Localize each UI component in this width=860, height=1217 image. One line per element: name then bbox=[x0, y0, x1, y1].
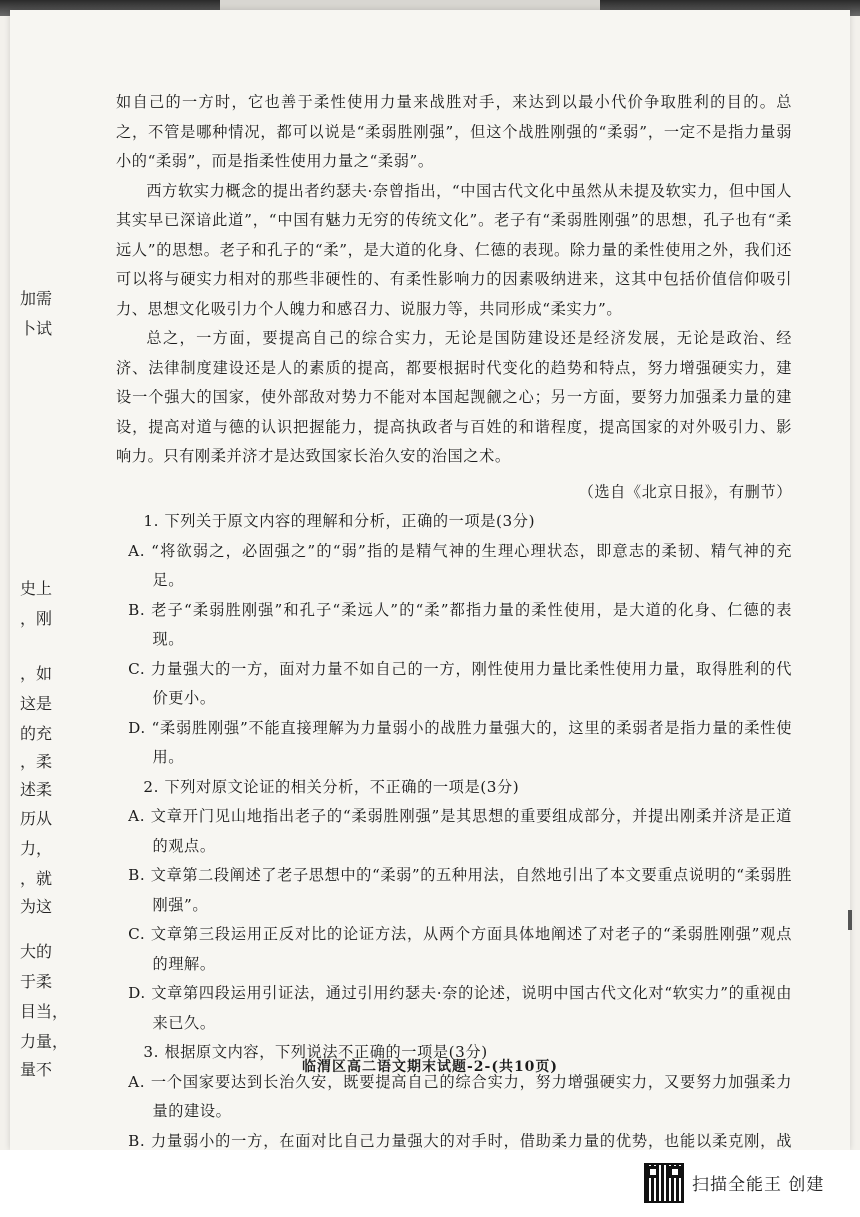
margin-fragment: 述柔 bbox=[20, 780, 53, 799]
answer-option: B. 文章第二段阐述了老子思想中的“柔弱”的五种用法，自然地引出了本文要重点说明的“柔弱胜刚强”。 bbox=[128, 866, 792, 914]
margin-fragment: 力量， bbox=[20, 1032, 69, 1051]
paragraph: 总之，一方面，要提高自己的综合实力，无论是国防建设还是经济发展，无论是政治、经济、法律制度建设还是人的素质的提高，都要根据时代变化的趋势和特点，努力增强硬实力，建设一个强大的国家，使外部敌对势力不能对本国起觊觎之心；另一方面，要努力加强柔力量的建设，提高对道与德的认识把握能力，提高执政者与百姓的和谐程度，提高国家的对外吸引力、影响力。只有刚柔并济才是达致国家长治久安的治国之术。 bbox=[116, 329, 792, 465]
article-body bbox=[116, 88, 792, 1186]
margin-fragment: 力， bbox=[20, 839, 53, 858]
margin-fragment: 加需 bbox=[20, 289, 53, 308]
answer-option: A. “将欲弱之，必固强之”的“弱”指的是精气神的生理心理状态，即意志的柔韧、精气神的充足。 bbox=[128, 541, 792, 589]
answer-option: A. 文章开门见山地指出老子的“柔弱胜刚强”是其思想的重要组成部分，并提出刚柔并济是正道的观点。 bbox=[128, 807, 792, 855]
answer-option: B. 力量弱小的一方，在面对比自己力量强大的对手时，借助柔力量的优势，也能以柔克刚，战 bbox=[128, 1131, 792, 1150]
margin-fragment: ，柔 bbox=[20, 752, 53, 771]
margin-fragment: 于柔 bbox=[20, 972, 53, 991]
answer-option: C. 文章第三段运用正反对比的论证方法，从两个方面具体地阐述了对老子的“柔弱胜刚强”观点的理解。 bbox=[128, 925, 792, 973]
answer-option: B. 老子“柔弱胜刚强”和孔子“柔远人”的“柔”都指力量的柔性使用，是大道的化身、仁德的表现。 bbox=[128, 600, 792, 648]
answer-option: A. 一个国家要达到长治久安，既要提高自己的综合实力，努力增强硬实力，又要努力加强柔力量的建设。 bbox=[128, 1072, 792, 1120]
answer-option: C. 力量强大的一方，面对力量不如自己的一方，刚性使用力量比柔性使用力量，取得胜利的代价更小。 bbox=[128, 659, 792, 707]
adjacent-page-edge bbox=[848, 910, 852, 930]
margin-fragment: 大的 bbox=[20, 942, 53, 961]
margin-fragment: 的充 bbox=[20, 724, 53, 743]
question-stem: 3. 根据原文内容，下列说法不正确的一项是(3分) bbox=[143, 1043, 488, 1061]
margin-fragment: 卜试 bbox=[20, 319, 53, 338]
margin-fragment: ，刚 bbox=[20, 609, 53, 628]
page-footer: 临渭区高二语文期末试题-2-(共10页) bbox=[301, 1059, 559, 1075]
margin-fragment: 为这 bbox=[20, 897, 53, 916]
answer-option: D. 文章第四段运用引证法，通过引用约瑟夫·奈的论述，说明中国古代文化对“软实力”的重视由来已久。 bbox=[128, 984, 792, 1032]
qr-code-icon bbox=[644, 1163, 684, 1203]
margin-fragment: ，就 bbox=[20, 869, 53, 888]
margin-fragment: 历从 bbox=[20, 809, 53, 828]
margin-fragment: 这是 bbox=[20, 694, 53, 713]
paragraph: 如自己的一方时，它也善于柔性使用力量来战胜对手，来达到以最小代价争取胜利的目的。总之，不管是哪种情况，都可以说是“柔弱胜刚强”，但这个战胜刚强的“柔弱”，一定不是指力量弱小的“柔弱”，而是指柔性使用力量之“柔弱”。 bbox=[116, 93, 792, 170]
margin-fragment: 目当， bbox=[20, 1002, 69, 1021]
question-stem: 2. 下列对原文论证的相关分析，不正确的一项是(3分) bbox=[143, 777, 520, 796]
margin-fragment: 史上 bbox=[20, 579, 53, 598]
paragraph: 西方软实力概念的提出者约瑟夫·奈曾指出，“中国古代文化中虽然从未提及软实力，但中国人其实早已深谙此道”，“中国有魅力无穷的传统文化”。老子有“柔弱胜刚强”的思想，孔子也有“柔远人”的思想。老子和孔子的“柔”，是大道的化身、仁德的表现。除力量的柔性使用之外，我们还可以将与硬实力相对的那些非硬性的、有柔性影响力的因素吸纳进来，这其中包括价值信仰吸引力、思想文化吸引力个人魄力和感召力、说服力等，共同形成“柔实力”。 bbox=[116, 181, 792, 318]
margin-fragment: 量不 bbox=[20, 1060, 53, 1079]
source-citation: （选自《北京日报》，有删节） bbox=[578, 482, 792, 501]
question-stem: 1. 下列关于原文内容的理解和分析，正确的一项是(3分) bbox=[143, 512, 536, 530]
scanner-watermark-label: 扫描全能王 创建 bbox=[692, 1175, 825, 1195]
margin-fragment: ，如 bbox=[20, 664, 53, 683]
document-page bbox=[10, 10, 850, 1150]
answer-option: D. “柔弱胜刚强”不能直接理解为力量弱小的战胜力量强大的，这里的柔弱者是指力量的柔性使用。 bbox=[128, 718, 792, 766]
